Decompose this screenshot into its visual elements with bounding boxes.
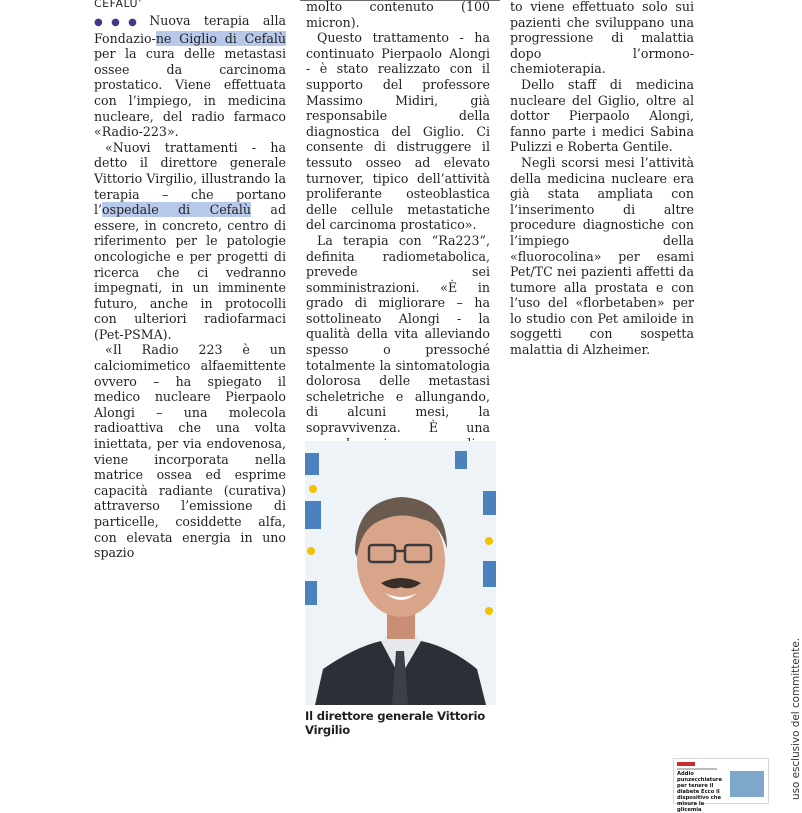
photo-caption: Il direttore generale Vittorio Virgilio: [305, 709, 485, 737]
highlighted-text: ospedale di Cefalù: [102, 202, 251, 218]
paragraph: to viene effettuato solo sui pazienti che sviluppano una progressione di malattia dopo l’ormono-chemioterapia.: [510, 0, 694, 77]
thumbnail-accent-bar: [677, 762, 695, 766]
article-column-3: [510, 0, 694, 358]
paragraph: Negli scorsi mesi l’attività della medicina nucleare era già stata ampliata con l’inserimento di altre procedure diagnostiche con l’impiego della «fluorocolina» per esami Pet/TC nei pazienti affetti da tumore alla prostata e con l’uso del «florbetaben» per lo studio con Pet amiloide in soggetti con sospetta malattia di Alzheimer.: [510, 154, 694, 358]
thumbnail-headline: Addio punzecchiature per tenere il diabete Ecco il dispositivo che misura la glicemia: [677, 771, 723, 813]
related-article-thumbnail[interactable]: [673, 758, 769, 813]
paragraph: Dello staff di medicina nucleare del Giglio, oltre al dottor Pierpaolo Alongi, fanno parte i medici Sabina Pulizzi e Roberta Gentile.: [510, 76, 694, 155]
paragraph: «Nuovi trattamenti - ha detto il direttore generale Vittorio Virgilio, illustrando la terapia – che portano l’ospedale di Cefalù ad essere, in concreto, centro di riferimento per le patologie oncologiche e per progetti di ricerca che ci vedranno impegnati, in un imminente futuro, anche in protocolli con ulteriori radiofarmaci (Pet-PSMA).: [94, 139, 287, 342]
article-column-1: [94, 0, 286, 561]
highlighted-text: ne Giglio di Cefalù: [155, 30, 286, 46]
dateline: CEFALU’: [94, 0, 143, 10]
paragraph: Questo trattamento - ha continuato Pierpaolo Alongi - è stato realizzato con il supporto del professore Massimo Midiri, già responsabile della diagnostica del Giglio. Ci consente di distruggere il tessuto osseo ad elevato turnover, tipico dell’attività proliferante osteoblastica delle cellule metastatiche del carcinoma prostatico».: [306, 30, 490, 233]
bullet-marker-icon: ●●●: [94, 17, 146, 28]
usage-notice: uso esclusivo del committente.: [790, 637, 802, 800]
portrait-photo: [305, 441, 496, 705]
paragraph: molto contenuto (100 micron).: [306, 0, 490, 30]
portrait-illustration: [305, 441, 496, 705]
paragraph-intro: ●●● Nuova terapia alla Fondazio-ne Giglio di Cefalù per la cura delle metastasi ossee da carcinoma prostatico. Viene effettuata con l’impiego, in medicina nucleare, del radio farmaco «Radio-223».: [94, 13, 286, 140]
thumbnail-image: [730, 771, 764, 797]
paragraph: La terapia con “Ra223”, definita radiometabolica, prevede sei somministrazioni. «È in grado di migliorare – ha sottolineato Alongi - la qualità della vita alleviando spesso o pressoché totalmente la sintomatologia dolorosa delle metastasi scheletriche e allungando, di alcuni mesi, la sopravvivenza. È una: [306, 232, 490, 436]
paragraph: «Il Radio 223 è un calciomimetico alfaemittente ovvero – ha spiegato il medico nucleare Pierpaolo Alongi – una molecola radioattiva che una volta iniettata, per via endovenosa, viene incorporata nella matrice ossea ed esprime capacità radiante (curativa) attraverso l’emissione di particelle, cosiddette alfa, con elevata energia in uno spazio: [94, 342, 286, 561]
thumbnail-divider: [677, 768, 717, 770]
